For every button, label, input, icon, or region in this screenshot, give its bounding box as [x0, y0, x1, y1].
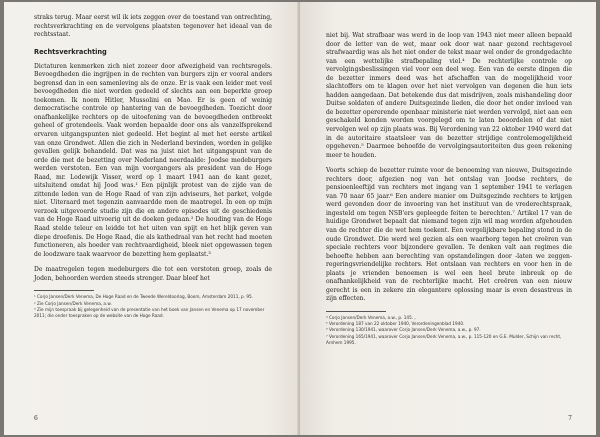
footnote-2: ² Zie Corjo Jansen/Derk Venema, a.w. [34, 300, 112, 306]
intro-paragraph: straks terug. Maar eerst wil ik iets zeggen over de toestand van ontrechting, rechtsverkrachting en de vervolgens plaatsten tegenover het ideaal van de rechtsstaat. [34, 14, 272, 39]
footnote-4: ⁴ Corjo Jansen/Derk Venema, a.w., p. 145. , [326, 314, 416, 320]
body-paragraph-4: Voorts schiep de bezetter ruimte voor de benoeming van nieuwe, Duitsgezinde rechters door, afgezien nog van het ontslag van Joodse rechters, de pensioenleeftijd van rechters met ingang van 1 september 1941 te verlagen van 70 naar 65 jaar.⁶ Een andere manier om Duitsgezinde rechters te krijgen werd gevonden door de invoering van het instituut van de vrederechtspraak, ingesteld om tegen NSB'ers gepleegde feiten te berechten.⁷ Artikel 17 van de huidige Grondwet bepaalt dat niemand tegen zijn wil mag worden afgehouden van de rechter die de wet hem toekent. Een vergelijkbare bepaling stond in de oude Grondwet. Die werd wel gezien als een waarborg tegen het creëren van speciale rechters voor bijzondere gevallen. Te denken valt aan regimes die behoefte hebben aan berechting van opstandelingen door -laten we zeggen- regeringsvriendelijke rechters. Het ontslaan van rechters en voor hen in de plaats je vrienden benoemen is wel een heel brute inbreuk op de onafhankelijkheid van de rechterlijke macht. Het creëren van een nieuw gerecht is een in zekere zin elegantere oplossing maar is even desastreus in zijn effecten. [326, 167, 572, 303]
body-paragraph-3: niet bij. Wat strafbaar was werd in de loop van 1943 niet meer alleen bepaald door de letter van de wet, maar ook door wat naar gezond rechtsgevoel strafwaardig was als het niet onder de tekst maar wel onder de grondgedachte van een wettelijke strafbepaling viel.⁴ De rechterlijke controle op vervolgingsbeslissingen viel voor een deel weg. Een van de eerste dingen die de bezetter inmers deed was het afschaffen van de mogelijkheid voor slachtoffers om te klagen over het niet vervolgen van degenen die hun iets hadden aangedaan. Dat betekende dus dat misdrijven, zoals mishandeling door Duitse soldaten of andere Duitsgezinde lieden, die door het onder invloed van de bezetter opererende openbaar ministerie niet werden vervolgd, niet aan een geschakeld konden worden voorgelegd om te laten beoordelen of dat niet vervolgen wel op zijn plaats was. Bij Verordening van 22 oktober 1940 werd dat in de autoritaire staatsleer van de bezetter strijdige controlemogelijkheid opgeheven.⁵ Daarmee behoefde de vervolgingsautoriteiten dus geen rekening meer te houden. [326, 32, 572, 159]
footnote-6: ⁶ Verordening 130/1941, waarover Corjo Jansen/Derk Venema, a.w., p. 97. [326, 327, 481, 333]
page-number-right: 7 [568, 415, 572, 422]
footnote-5: ⁵ Verordening 187 van 22 oktober 1940, Verordeningenblad 1940. [326, 321, 465, 327]
right-page [300, 2, 596, 435]
left-page [4, 2, 300, 435]
body-paragraph-1: Dictaturen kenmerken zich niet zozeer door afwezigheid van rechtsregels. Bevoegdheden die ingrijpen in de rechten van burgers zijn er vooral anders begrensd dan in een samenleving als de onze. Er is vaak een leider met veel bevoegdheden die niet worden gedeeld of slechts aan een beperkte groep toekomen. Ik noem Hitler, Mussolini en Mao. Er is geen of weinig democratische controle op hantering van de bevoegdheden. Toezicht door onafhankelijke rechters op de uitoefening van de bevoegdheden ontbreekt geheel of grotendeels. Vaak worden bepaalde door ons als vanzelfsprekend ervaren uitgangspunten niet gedeeld. Het begint al met het eerste artikel van onze Grondwet. Allen die zich in Nederland bevinden, worden in gelijke gevallen gelijk behandeld. Dat was na juist niet het uitgangspunt van de orde die met de bezetting over Nederland neerdaalde: Joodse medeburgers werden verstoten. Een van mijn voorgangers als president van de Hoge Raad, mr. Lodewijk Visser, werd op 1 maart 1941 aan de kant gezet, uitsluitend omdat hij Jood was.¹ Een pijnlijk protest van de zijde van de zittende leden van de Hoge Raad of van zijn adviseurs, het parket, volgde niet. Uiteraard met tegenzin aanvaardde men de maatregel. In een op mijn verzoek uitgevoerde studie zijn die en andere episodes uit de geschiedenis van de Hoge Raad uitvoerig uit de doeken gedaan.² De houding van de Hoge Raad stelde teleur en leidde tot het uiten van spijt en het blijk geven van diepe droefenis. De Hoge Raad, die als kathedraal van het recht had moeten functioneren, als hoeder van rechtvaardigheid, bleek niet opgewassen tegen de loodzware taak waarvoor de bezetting hem geplaatst.³ [34, 62, 272, 258]
book-spread [4, 2, 596, 435]
footnote-1: ¹ Corjo Jansen/Derk Venema, De Hoge Raad en de Tweede Wereldoorlog, Boom, Amsterdam 2011, p. 95. [34, 294, 254, 300]
left-column [34, 14, 272, 319]
footnote-3: ³ Zie mijn toespraak bij gelegenheid van de presentatie van het boek van Jansen en Venema op 17 november 2011; die onder toespraken op de website van de Hoge Raad. [34, 306, 265, 318]
page-number-left: 6 [34, 415, 38, 422]
footnote-7: ⁷ Verordening 165/1941, waarover Corjo Jansen/Derk Venema, a.w., p. 115-120 en G.E. Mulder, Schijn van recht, Arnhem 1995. [326, 333, 562, 345]
right-column [326, 32, 572, 346]
body-paragraph-2: De maatregelen tegen medeburgers die tot een verstoten groep, zoals de Joden, behoorden werden steeds strenger. Daar bleef het [34, 266, 272, 282]
footnote-rule [34, 290, 94, 291]
footnote-rule [326, 311, 386, 312]
section-heading: Rechtsverkrachting [34, 47, 107, 56]
